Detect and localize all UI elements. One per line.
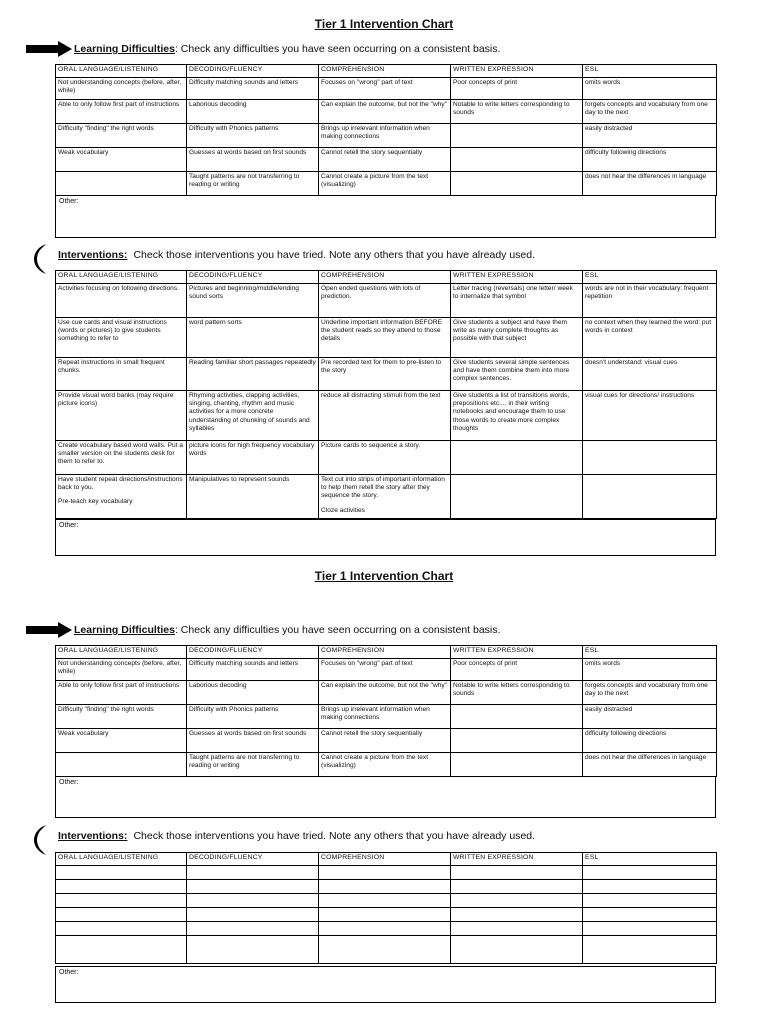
- table-cell[interactable]: [583, 880, 717, 894]
- table-cell: Laborious decoding: [187, 681, 319, 705]
- table-cell: Guesses at words based on first sounds: [187, 148, 319, 172]
- table-cell: Reading familiar short passages repeatedly: [187, 358, 319, 391]
- learning-difficulties-instruction: : Check any difficulties you have seen occurring on a consistent basis.: [174, 43, 501, 55]
- table-cell: no context when they learned the word: put words in context: [583, 318, 717, 358]
- table-cell: omits words: [583, 659, 717, 681]
- other-label: Other:: [59, 522, 79, 529]
- table-row: [56, 172, 717, 196]
- learning-difficulties-table: [55, 64, 717, 196]
- table-cell: Cannot retell the story sequentially: [319, 148, 451, 172]
- right-arrow-icon: [26, 41, 72, 57]
- table-cell: reduce all distracting stimuli from the text: [319, 391, 451, 441]
- table-cell: Can explain the outcome, but not the "why": [319, 100, 451, 124]
- table-cell: Able to only follow first part of instructions: [56, 681, 187, 705]
- table-cell: [451, 729, 583, 753]
- table-cell: Brings up irrelevant information when making connections: [319, 705, 451, 729]
- column-header: WRITTEN EXPRESSION: [451, 646, 583, 659]
- table-row: [56, 124, 717, 148]
- table-cell: Activities focusing on following directions.: [56, 284, 187, 318]
- table-row: [56, 659, 717, 681]
- table-cell: [56, 753, 187, 777]
- table-cell: Difficulty matching sounds and letters: [187, 659, 319, 681]
- column-header: DECODING/FLUENCY: [187, 853, 319, 866]
- other-notes-box[interactable]: [55, 519, 716, 556]
- table-cell[interactable]: [56, 922, 187, 936]
- table-cell: difficulty following directions: [583, 148, 717, 172]
- table-cell: Pre recorded text for them to pre-listen to the story: [319, 358, 451, 391]
- table-cell: Repeat instructions in small frequent chunks.: [56, 358, 187, 391]
- table-cell: Difficulty with Phonics patterns: [187, 705, 319, 729]
- table-cell: [451, 441, 583, 475]
- table-row: [56, 894, 717, 908]
- table-cell[interactable]: [56, 908, 187, 922]
- cell-text: Have student repeat directions/instructions back to you.: [58, 476, 183, 492]
- other-label: Other:: [59, 969, 79, 976]
- table-cell: Can explain the outcome, but not the "why": [319, 681, 451, 705]
- table-cell[interactable]: [451, 936, 583, 964]
- table-cell: Open ended questions with lots of prediction.: [319, 284, 451, 318]
- table-cell: [583, 475, 717, 519]
- table-cell: Laborious decoding: [187, 100, 319, 124]
- curved-arrow-icon: [26, 823, 56, 857]
- column-header: ESL: [583, 853, 717, 866]
- table-cell: Cannot create a picture from the text (visualizing): [319, 172, 451, 196]
- table-row: [56, 936, 717, 964]
- table-cell: [451, 753, 583, 777]
- table-cell: Rhyming activities, clapping activities, singing, chanting, rhythm and music activities for a more concrete understanding of chunking of sounds and syllables: [187, 391, 319, 441]
- column-header: COMPREHENSION: [319, 65, 451, 78]
- column-header: DECODING/FLUENCY: [187, 271, 319, 284]
- table-cell[interactable]: [583, 922, 717, 936]
- table-cell[interactable]: [451, 866, 583, 880]
- table-cell: visual cues for directions/ instructions: [583, 391, 717, 441]
- table-cell[interactable]: [583, 908, 717, 922]
- table-row: [56, 880, 717, 894]
- table-row: [56, 391, 717, 441]
- table-row: [56, 100, 717, 124]
- table-cell: Not understanding concepts (before, after, while): [56, 659, 187, 681]
- other-notes-box[interactable]: [55, 776, 716, 818]
- column-header: ORAL LANGUAGE/LISTENING: [56, 646, 187, 659]
- table-header-row: [56, 646, 717, 659]
- table-cell[interactable]: [56, 880, 187, 894]
- table-cell: picture icons for high frequency vocabulary words: [187, 441, 319, 475]
- table-cell[interactable]: [319, 880, 451, 894]
- table-cell: word pattern sorts: [187, 318, 319, 358]
- table-cell: Notable to write letters corresponding to sounds: [451, 681, 583, 705]
- table-cell[interactable]: [187, 880, 319, 894]
- table-cell: Guesses at words based on first sounds: [187, 729, 319, 753]
- table-cell: Notable to write letters corresponding to sounds: [451, 100, 583, 124]
- interventions-instruction: Check those interventions you have tried. Note any others that you have already used.: [133, 830, 536, 842]
- other-notes-box[interactable]: [55, 195, 716, 238]
- table-cell[interactable]: [319, 894, 451, 908]
- table-row: [56, 866, 717, 880]
- column-header: ORAL LANGUAGE/LISTENING: [56, 853, 187, 866]
- learning-difficulties-table: [55, 645, 717, 777]
- table-cell: Cannot create a picture from the text (visualizing): [319, 753, 451, 777]
- right-arrow-icon: [26, 622, 72, 638]
- interventions-label: Interventions:: [58, 830, 128, 842]
- table-cell: Difficulty with Phonics patterns: [187, 124, 319, 148]
- table-cell[interactable]: [187, 908, 319, 922]
- table-cell[interactable]: [56, 866, 187, 880]
- learning-difficulties-label: Learning Difficulties: [74, 43, 175, 55]
- table-cell: Focuses on "wrong" part of text: [319, 78, 451, 100]
- table-cell: words are not in their vocabulary: frequent repetition: [583, 284, 717, 318]
- table-cell[interactable]: [583, 866, 717, 880]
- table-cell[interactable]: [583, 936, 717, 964]
- table-cell: Focuses on "wrong" part of text: [319, 659, 451, 681]
- table-cell: [319, 475, 451, 519]
- column-header: DECODING/FLUENCY: [187, 65, 319, 78]
- column-header: COMPREHENSION: [319, 646, 451, 659]
- table-row: [56, 681, 717, 705]
- table-cell: Picture cards to sequence a story.: [319, 441, 451, 475]
- table-cell[interactable]: [319, 936, 451, 964]
- table-cell[interactable]: [187, 936, 319, 964]
- column-header: WRITTEN EXPRESSION: [451, 271, 583, 284]
- table-cell: Manipulatives to represent sounds: [187, 475, 319, 519]
- table-cell[interactable]: [319, 866, 451, 880]
- table-cell: Use cue cards and visual instructions (words or pictures) to give students something to refer to: [56, 318, 187, 358]
- learning-difficulties-label: Learning Difficulties: [74, 624, 175, 636]
- table-cell: forgets concepts and vocabulary from one day to the next: [583, 681, 717, 705]
- table-cell: Letter tracing (reversals) one letter/ week to internalize that symbol: [451, 284, 583, 318]
- cell-text: Cloze activities: [321, 506, 365, 514]
- table-cell: [451, 475, 583, 519]
- table-cell: Pictures and beginning/middle/ending sound sorts: [187, 284, 319, 318]
- table-cell[interactable]: [451, 880, 583, 894]
- table-row: [56, 908, 717, 922]
- other-label: Other:: [59, 198, 79, 205]
- table-cell: [451, 124, 583, 148]
- table-cell: Brings up irrelevant information when making connections: [319, 124, 451, 148]
- interventions-table: [55, 270, 717, 519]
- curved-arrow-icon: [26, 242, 56, 276]
- column-header: WRITTEN EXPRESSION: [451, 65, 583, 78]
- other-label: Other:: [59, 779, 79, 786]
- learning-difficulties-instruction: : Check any difficulties you have seen occurring on a consistent basis.: [174, 624, 501, 636]
- cell-text: Text cut into strips of important information to help them retell the story after they sequence the story.: [321, 476, 445, 500]
- interventions-instruction: Check those interventions you have tried. Note any others that you have already used.: [133, 249, 536, 261]
- table-cell: Cannot retell the story sequentially: [319, 729, 451, 753]
- table-row: [56, 78, 717, 100]
- table-row: [56, 148, 717, 172]
- column-header: DECODING/FLUENCY: [187, 646, 319, 659]
- interventions-heading: [26, 246, 535, 264]
- interventions-heading: [26, 827, 535, 845]
- chart-title: Tier 1 Intervention Chart: [314, 17, 454, 31]
- table-cell: [451, 148, 583, 172]
- table-cell: [56, 172, 187, 196]
- table-cell: Give students a list of transitions words, prepositions etc.... in their writing notebooks and encourage them to use those words to create more complex thoughts: [451, 391, 583, 441]
- table-row: [56, 922, 717, 936]
- column-header: ESL: [583, 65, 717, 78]
- table-cell: Give students a subject and have them write as many complete thoughts as possible with that subject: [451, 318, 583, 358]
- learning-difficulties-heading: [26, 621, 500, 639]
- table-cell: does not hear the differences in language: [583, 172, 717, 196]
- table-cell: omits words: [583, 78, 717, 100]
- column-header: ESL: [583, 271, 717, 284]
- table-cell: does not hear the differences in language: [583, 753, 717, 777]
- other-notes-box[interactable]: [55, 966, 716, 1003]
- table-cell: Difficulty "finding" the right words: [56, 124, 187, 148]
- table-header-row: [56, 271, 717, 284]
- table-cell: Weak vocabulary: [56, 148, 187, 172]
- table-cell: easily distracted: [583, 124, 717, 148]
- column-header: COMPREHENSION: [319, 853, 451, 866]
- table-cell: Able to only follow first part of instructions: [56, 100, 187, 124]
- table-cell: [451, 705, 583, 729]
- column-header: ESL: [583, 646, 717, 659]
- table-cell: doesn't understand: visual cues: [583, 358, 717, 391]
- table-row: [56, 729, 717, 753]
- table-cell: [451, 172, 583, 196]
- table-cell: [583, 441, 717, 475]
- cell-text: Pre-teach key vocabulary: [58, 498, 133, 506]
- table-cell[interactable]: [451, 908, 583, 922]
- table-cell[interactable]: [56, 894, 187, 908]
- table-cell: Taught patterns are not transferring to reading or writing: [187, 753, 319, 777]
- table-cell: Taught patterns are not transferring to reading or writing: [187, 172, 319, 196]
- table-cell: Difficulty "finding" the right words: [56, 705, 187, 729]
- table-row: [56, 318, 717, 358]
- table-cell: difficulty following directions: [583, 729, 717, 753]
- table-cell[interactable]: [187, 922, 319, 936]
- table-cell: Weak vocabulary: [56, 729, 187, 753]
- table-row: [56, 284, 717, 318]
- table-cell[interactable]: [319, 922, 451, 936]
- table-cell: Give students several simple sentences and have them combine them into more complex sentences.: [451, 358, 583, 391]
- column-header: COMPREHENSION: [319, 271, 451, 284]
- table-header-row: [56, 853, 717, 866]
- table-cell: Provide visual word banks (may require picture icons): [56, 391, 187, 441]
- interventions-table: [55, 852, 717, 964]
- table-cell[interactable]: [451, 922, 583, 936]
- table-cell: Difficulty matching sounds and letters: [187, 78, 319, 100]
- table-cell[interactable]: [187, 894, 319, 908]
- learning-difficulties-heading: [26, 40, 500, 58]
- table-cell[interactable]: [583, 894, 717, 908]
- column-header: ORAL LANGUAGE/LISTENING: [56, 65, 187, 78]
- table-cell: Not understanding concepts (before, after, while): [56, 78, 187, 100]
- table-row: [56, 475, 717, 519]
- table-cell[interactable]: [319, 908, 451, 922]
- column-header: ORAL LANGUAGE/LISTENING: [56, 271, 187, 284]
- table-row: [56, 753, 717, 777]
- table-row: [56, 441, 717, 475]
- table-cell: Poor concepts of print: [451, 659, 583, 681]
- table-cell: Underline important information BEFORE the student reads so they attend to those details: [319, 318, 451, 358]
- table-row: [56, 358, 717, 391]
- interventions-label: Interventions:: [58, 249, 128, 261]
- column-header: WRITTEN EXPRESSION: [451, 853, 583, 866]
- table-cell: easily distracted: [583, 705, 717, 729]
- table-header-row: [56, 65, 717, 78]
- table-cell[interactable]: [451, 894, 583, 908]
- table-row: [56, 705, 717, 729]
- table-cell[interactable]: [56, 936, 187, 964]
- table-cell: [56, 475, 187, 519]
- table-cell: Poor concepts of print: [451, 78, 583, 100]
- table-cell: forgets concepts and vocabulary from one day to the next: [583, 100, 717, 124]
- chart-title: Tier 1 Intervention Chart: [314, 569, 454, 583]
- table-cell: Create vocabulary based word walls. Put a smaller version on the students desk for them to refer to.: [56, 441, 187, 475]
- table-cell[interactable]: [187, 866, 319, 880]
